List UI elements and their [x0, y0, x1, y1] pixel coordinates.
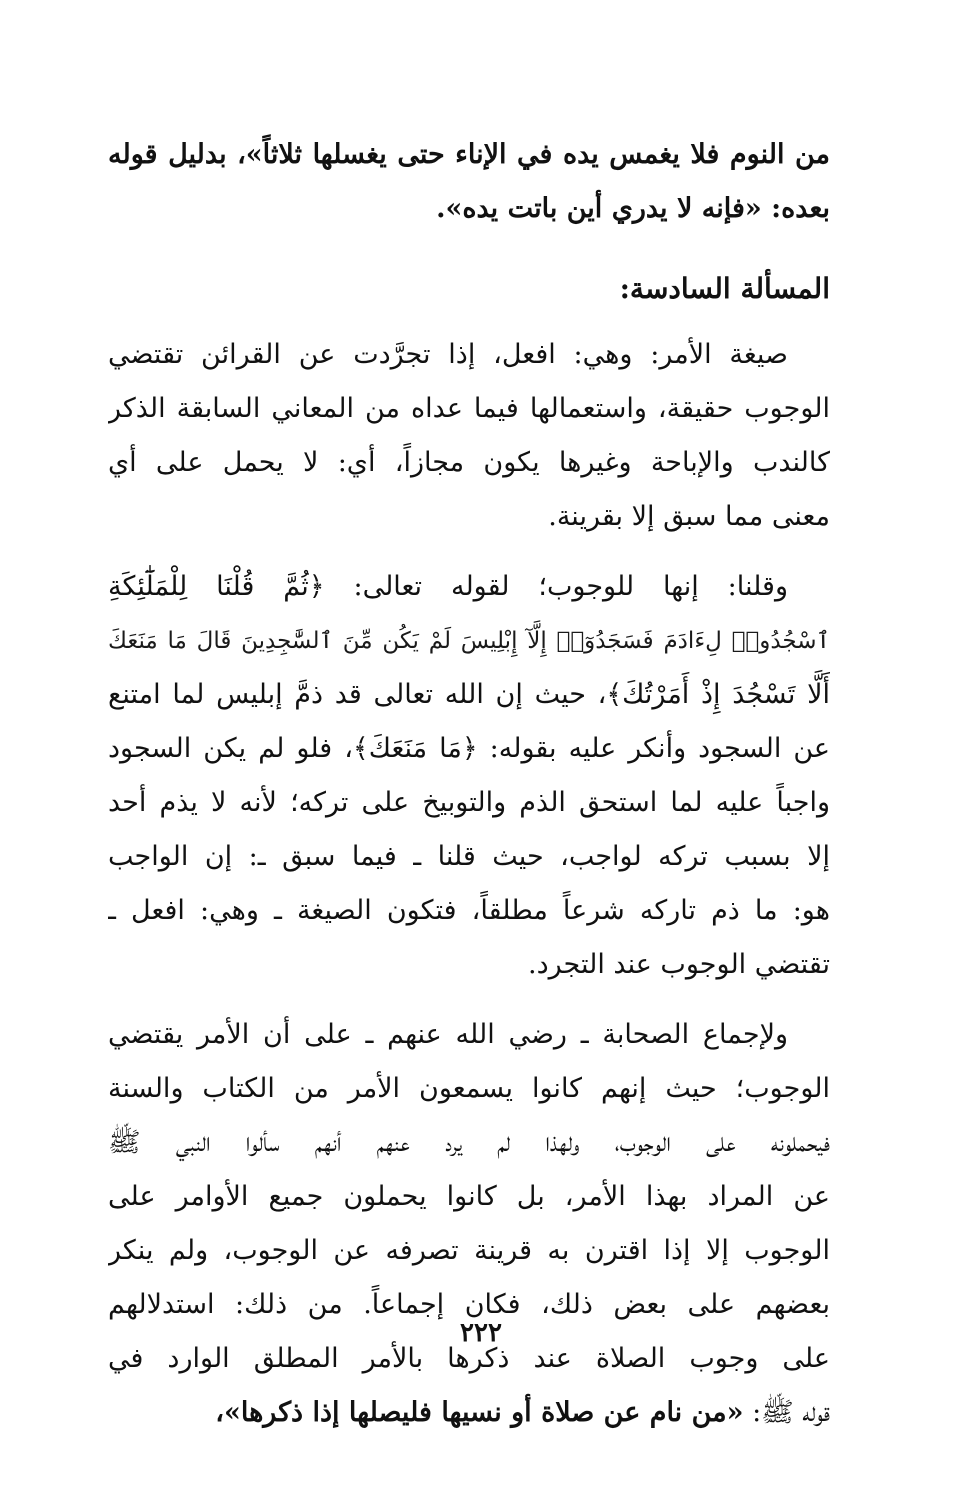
text-line	[108, 1386, 830, 1440]
text-line: الوجوب إلا إذا اقترن به قرينة تصرفه عن الوجوب، ولم ينكر	[108, 1235, 830, 1266]
text-line: بعضهم على بعض ذلك، فكان إجماعاً. من ذلك: استدلالهم	[108, 1289, 830, 1320]
hadith-quote: «من نام عن صلاة أو نسيها فليصلها إذا ذكرها»،	[215, 1397, 744, 1428]
text-line: واجباً عليه لما استحق الذم والتوبيخ على تركه؛ لأنه لا يذم أحد	[108, 787, 830, 818]
paragraph-hadith-continuation	[108, 128, 830, 236]
text-line: الوجوب؛ حيث إنهم كانوا يسمعون الأمر من الكتاب والسنة	[108, 1073, 830, 1104]
text-line: هو: ما ذم تاركه شرعاً مطلقاً، فتكون الصيغة ـ وهي: افعل ـ	[108, 895, 830, 926]
text-line: صيغة الأمر: وهي: افعل، إذا تجرَّدت عن القرائن تقتضي	[108, 339, 788, 370]
text-prefix: قوله ﷺ:	[743, 1397, 830, 1428]
text-line: وقلنا: إنها للوجوب؛ لقوله تعالى: ﴿ثُمَّ قُلْنَا لِلْمَلَٰٓئِكَةِ	[108, 571, 788, 602]
text-line: كالندب والإباحة وغيرها يكون مجازاً، أي: لا يحمل على أي	[108, 447, 830, 478]
section-heading: المسألة السادسة:	[619, 272, 830, 305]
paragraph-consensus-evidence	[108, 1008, 830, 1440]
text-line: بعده: «فإنه لا يدري أين باتت يده».	[436, 193, 830, 224]
text-line: تقتضي الوجوب عند التجرد.	[528, 949, 830, 980]
text-line: على وجوب الصلاة عند ذكرها بالأمر المطلق الوارد في	[108, 1343, 830, 1374]
text-line: الوجوب حقيقة، واستعمالها فيما عداه من المعاني السابقة الذكر	[108, 393, 830, 424]
paragraph-quran-evidence	[108, 560, 830, 992]
page-body	[108, 128, 830, 1440]
text-line: معنى مما سبق إلا بقرينة.	[548, 501, 830, 532]
text-line: عن المراد بهذا الأمر، بل كانوا يحملون جميع الأوامر على	[108, 1181, 830, 1212]
page-number: ٢٢٢	[460, 1318, 502, 1348]
text-line: من النوم فلا يغمس يده في الإناء حتى يغسلها ثلاثاً»، بدليل قوله	[108, 139, 830, 170]
paragraph-definition	[108, 328, 830, 544]
text-line: إلا بسبب تركه لواجب، حيث قلنا ـ فيما سبق ـ: إن الواجب	[108, 841, 830, 872]
text-line: أَلَّا تَسْجُدَ إِذْ أَمَرْتُكَ﴾، حيث إن الله تعالى قد ذمَّ إبليس لما امتنع	[108, 679, 830, 710]
text-line: ولإجماع الصحابة ـ رضي الله عنهم ـ على أن الأمر يقتضي	[108, 1019, 788, 1050]
text-line: فيحملونه على الوجوب، ولهذا لم يرد عنهم أنهم سألوا النبي ﷺ	[108, 1127, 830, 1158]
quran-verse-line: ٱسْجُدُوا۟ لِءَادَمَ فَسَجَدُوٓا۟ إِلَّآ إِبْلِيسَ لَمْ يَكُن مِّنَ ٱلسَّٰجِدِينَ قَالَ مَا مَنَعَكَ	[108, 628, 830, 654]
text-line: عن السجود وأنكر عليه بقوله: ﴿مَا مَنَعَكَ﴾، فلو لم يكن السجود	[108, 733, 830, 764]
